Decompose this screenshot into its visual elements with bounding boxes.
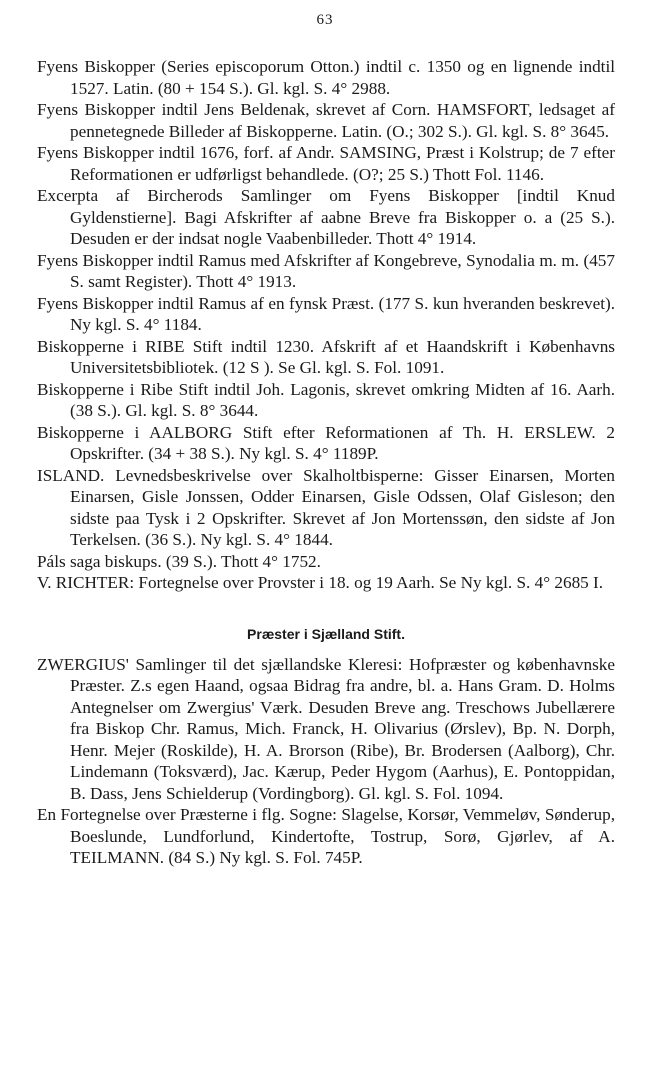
catalog-entry: Fyens Biskopper indtil 1676, forf. af Andr. SAMSING, Præst i Kolstrup; de 7 efter Reformationen er udførligst behandlede. (O?; 25 S.) Thott Fol. 1146. <box>37 143 615 184</box>
catalog-entry: V. RICHTER: Fortegnelse over Provster i 18. og 19 Aarh. Se Ny kgl. S. 4° 2685 I. <box>37 573 604 592</box>
page-body <box>37 56 615 869</box>
page-number: 63 <box>316 12 334 28</box>
catalog-entry: En Fortegnelse over Præsterne i flg. Sogne: Slagelse, Korsør, Vemmeløv, Sønderup, Boeslunde, Lundforlund, Kindertofte, Tostrup, Sorø, Gjørlev, af A. TEILMANN. (84 S.) Ny kgl. S. Fol. 745P. <box>37 805 615 867</box>
catalog-entry: Fyens Biskopper indtil Jens Beldenak, skrevet af Corn. HAMSFORT, ledsaget af pennetegnede Billeder af Biskopperne. Latin. (O.; 302 S.). Gl. kgl. S. 8° 3645. <box>37 100 615 141</box>
catalog-entry: Biskopperne i Ribe Stift indtil Joh. Lagonis, skrevet omkring Midten af 16. Aarh. (38 S.). Gl. kgl. S. 8° 3644. <box>37 379 615 420</box>
catalog-entry: ISLAND. Levnedsbeskrivelse over Skalholtbisperne: Gisser Einarsen, Morten Einarsen, Gisle Jonssen, Odder Einarsen, Gisle Odssen, Olaf Gisleson; den sidste paa Tysk i 2 Opskrifter. Skrevet af Jon Mortenssøn, den sidste af Jon Terkelsen. (36 S.). Ny kgl. S. 4° 1844. <box>37 465 615 549</box>
catalog-entry: Fyens Biskopper (Series episcoporum Otton.) indtil c. 1350 og en lignende indtil 1527. Latin. (80 + 154 S.). Gl. kgl. S. 4° 2988. <box>37 57 615 98</box>
catalog-entry: ZWERGIUS' Samlinger til det sjællandske Kleresi: Hofpræster og københavnske Præster. Z.s egen Haand, ogsaa Bidrag fra andre, bl. a. Hans Gram. D. Holms Antegnelser om Zwergius' Værk. Desuden Breve ang. Treschows Jubellærere fra Biskop Chr. Ramus, Mich. Franck, H. Olivarius (Ørslev), Bp. N. Dorph, Henr. Mejer (Roskilde), H. A. Brorson (Ribe), Br. Brodersen (Aalborg), Chr. Lindemann (Toksværd), Jac. Kærup, Peder Hygom (Aarhus), E. Pontoppidan, B. Dass, Jens Schielderup (Vordingborg). Gl. kgl. S. Fol. 1094. <box>37 654 615 803</box>
catalog-entry: Biskopperne i RIBE Stift indtil 1230. Afskrift af et Haandskrift i Københavns Universitetsbibliotek. (12 S ). Se Gl. kgl. S. Fol. 1091. <box>37 336 615 377</box>
catalog-entry: Fyens Biskopper indtil Ramus af en fynsk Præst. (177 S. kun hveranden beskrevet). Ny kgl. S. 4° 1184. <box>37 293 615 334</box>
catalog-entry: Fyens Biskopper indtil Ramus med Afskrifter af Kongebreve, Synodalia m. m. (457 S. samt Register). Thott 4° 1913. <box>37 250 615 291</box>
catalog-entry: Excerpta af Bircherods Samlinger om Fyens Biskopper [indtil Knud Gyldenstierne]. Bagi Afskrifter af aabne Breve fra Biskopper o. a (25 S.). Desuden er der indsat nogle Vaabenbilleder. Thott 4° 1914. <box>37 186 615 248</box>
section-heading: Præster i Sjælland Stift. <box>247 625 405 642</box>
catalog-entry: Páls saga biskups. (39 S.). Thott 4° 1752. <box>37 551 321 571</box>
entries-bottom <box>37 654 615 869</box>
catalog-entry: Biskopperne i AALBORG Stift efter Reformationen af Th. H. ERSLEW. 2 Opskrifter. (34 + 38 S.). Ny kgl. S. 4° 1189P. <box>37 422 615 463</box>
entries-top <box>37 56 615 594</box>
